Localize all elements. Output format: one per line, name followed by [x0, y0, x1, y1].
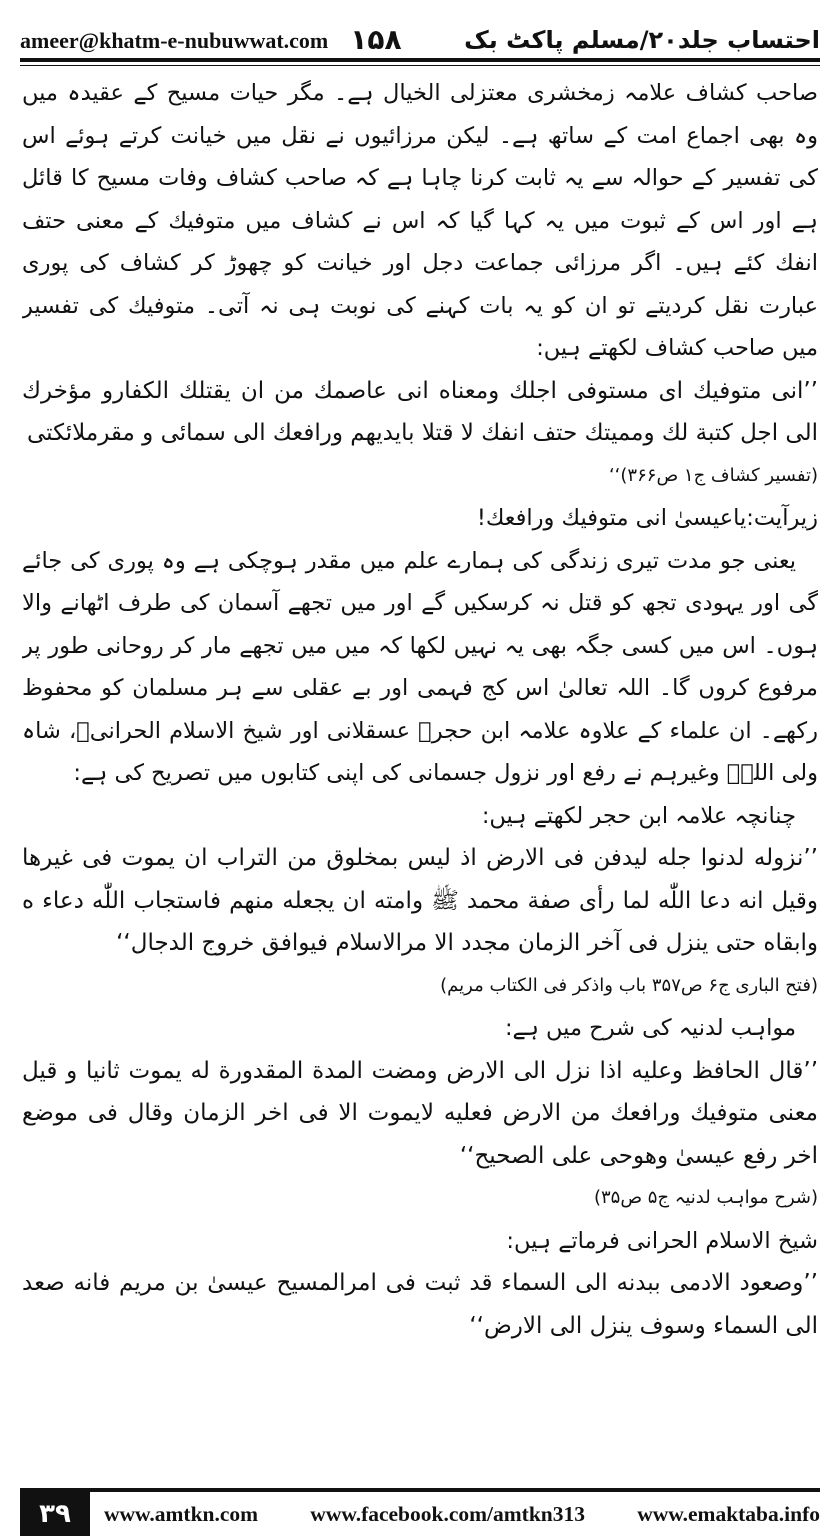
footer-links [90, 1502, 820, 1527]
intro-ibn-hajar: چنانچہ علامہ ابن حجر لکھتے ہیں: [481, 802, 796, 829]
page-header [20, 6, 820, 54]
header-book-title: احتساب جلد۲۰/مسلم پاکٹ بک [464, 26, 820, 54]
header-rule [20, 58, 820, 66]
quote-mawahib: ’’قال الحافظ وعليه اذا نزل الی الارض ومضت المدة المقدورة له يموت ثانيا و قيل معنی متوفيك ورافعك من الارض فعليه لايموت الا فی اخر الزمان وقال فی موضع اخر رفع عيسیٰ وهوحی علی الصحيح‘‘ [22, 1057, 818, 1169]
footer-link-emaktaba[interactable]: www.emaktaba.info [637, 1501, 820, 1526]
quote-ibn-hajar: ’’نزوله لدنوا جله ليدفن فی الارض اذ ليس بمخلوق من التراب ان يموت فی غيرها وقيل انه دعا اللّٰه لما رأی صفة محمد ﷺ وامته ان يجعله منهم فاستجاب اللّٰه دعاء ه وابقاه حتی ينزل فی آخر الزمان مجدد الا مرالاسلام فيوافق خروج الدجال‘‘ [22, 845, 818, 956]
ref-fath-al-bari: (فتح الباری ج۶ ص۳۵۷ باب واذكر فی الكتاب مريم) [440, 974, 818, 996]
intro-harrani: شیخ الاسلام الحرانی فرماتے ہیں: [506, 1227, 818, 1254]
footer-link-amtkn[interactable]: www.amtkn.com [104, 1501, 259, 1526]
page-footer [20, 1488, 820, 1536]
ref-mawahib: (شرح مواہب لدنیہ ج۵ ص۳۵) [593, 1187, 818, 1208]
page-body [22, 72, 818, 1472]
footer-page-number: ۳۹ [20, 1492, 90, 1536]
ref-kashshaf: (تفسیر کشاف ج۱ ص۳۶۶)‘‘ [608, 464, 818, 486]
intro-mawahib: مواہب لدنیہ کی شرح میں ہے: [504, 1015, 796, 1041]
paragraph-intro: صاحب کشاف علامہ زمخشری معتزلی الخیال ہے۔ مگر حیات مسیح کے عقیدہ میں وہ بھی اجماع امت کے ساتھ ہے۔ لیکن مرزائیوں نے نقل میں خیانت کرتے ہوئے اس کی تفسیر کے حوالہ سے یہ ثابت کرنا چاہا ہے کہ صاحب کشاف وفات مسیح کا قائل ہے اور اس کے ثبوت میں یہ کہا گیا کہ اس نے کشاف میں متوفیك کے معنی حتف انفك کئے ہیں۔ اگر مرزائی جماعت دجل اور خیانت کو چھوڑ کر کشاف کی پوری عبارت نقل کردیتے تو ان کو یہ بات کہنے کی نوبت ہی نہ آتی۔ متوفیك کی تفسیر میں صاحب کشاف لکھتے ہیں: [22, 80, 818, 361]
verse-line: زیرآیت:یاعیسیٰ انی متوفیك ورافعك! [476, 505, 818, 531]
header-page-number: ۱۵۸ [350, 23, 402, 56]
quote-kashshaf: ’’انی متوفیك ای مستوفی اجلك ومعناه انی عاصمك من ان یقتلك الكفارو مؤخرك الی اجل كتبة لك ومميتك حتف انفك لا قتلا بايديهم ورافعك الی سمائی و مقرملائكتی [22, 377, 818, 446]
header-left [20, 23, 402, 56]
paragraph-explanation: یعنی جو مدت تیری زندگی کی ہمارے علم میں مقدر ہوچکی ہے وہ پوری کی جائے گی اور یہودی تجھ کو قتل نہ کرسکیں گے اور میں تجھے آسمان کی طرف اٹھانے والا ہوں۔ اس میں کسی جگہ بھی یہ نہیں لکھا کہ میں میں تجھے مار کر روحانی طور پر مرفوع کروں گا۔ اللہ تعالیٰ اس کج فہمی اور بے عقلی سے ہر مسلمان کو محفوظ رکھے۔ ان علماء کے علاوہ علامہ ابن حجرؒ عسقلانی اور شیخ الاسلام الحرانیؒ، شاہ ولی اللہؒ وغیرہم نے رفع اور نزول جسمانی کی اپنی کتابوں میں تصریح کی ہے: [22, 547, 818, 786]
footer-link-facebook[interactable]: www.facebook.com/amtkn313 [310, 1501, 586, 1526]
quote-harrani: ’’وصعود الادمی ببدنه الی السماء قد ثبت فی امرالمسيح عيسیٰ بن مريم فانه صعد الی السماء وسوف ينزل الی الارض‘‘ [22, 1270, 818, 1339]
header-email: ameer@khatm-e-nubuwwat.com [20, 28, 329, 53]
